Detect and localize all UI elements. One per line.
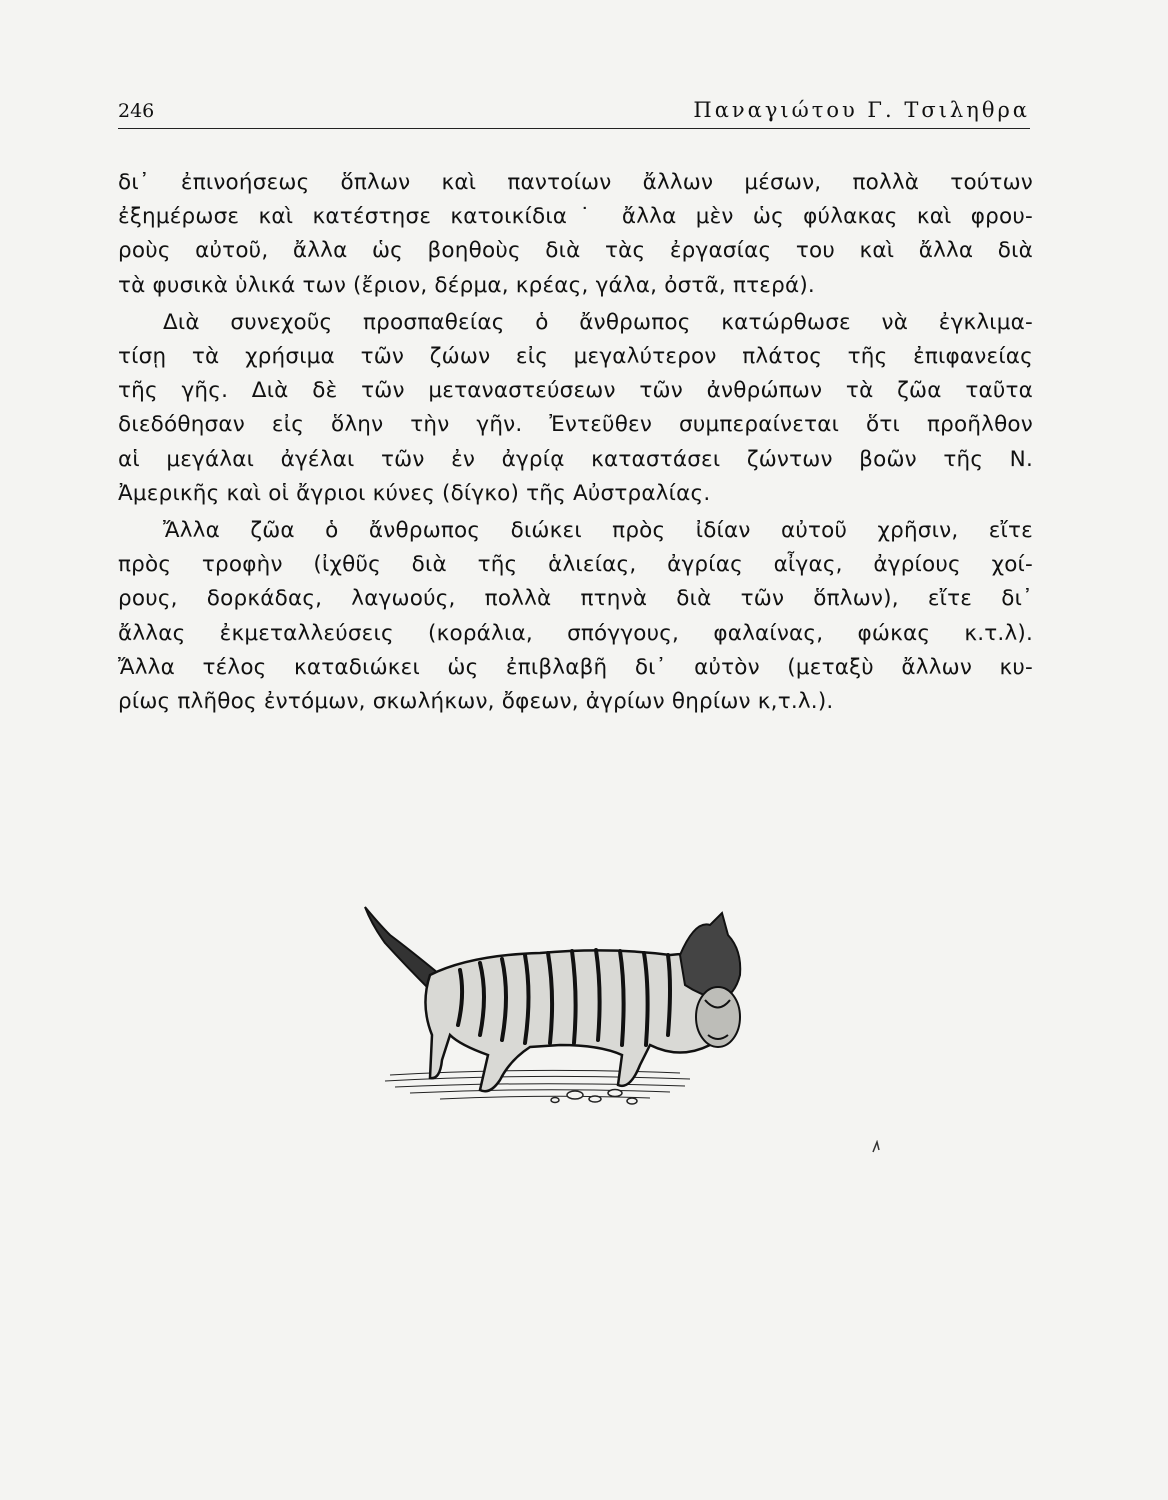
body-text xyxy=(118,166,1033,722)
text-line: Ἄλλα τέλος καταδιώκει ὡς ἐπιβλαβῆ δι᾽ αὐτὸν (μεταξὺ ἄλλων κυ- xyxy=(118,654,1033,680)
ink-speck xyxy=(870,1140,884,1154)
text-line: Ἄλλα ζῶα ὁ ἄνθρωπος διώκει πρὸς ἰδίαν αὐτοῦ χρῆσιν, εἴτε xyxy=(163,518,1033,544)
text-line: πρὸς τροφὴν (ἰχθῦς διὰ τῆς ἁλιείας, ἀγρίας αἶγας, ἀγρίους χοί- xyxy=(118,552,1033,578)
text-line: δι᾽ ἐπινοήσεως ὅπλων καὶ παντοίων ἄλλων μέσων, πολλὰ τούτων xyxy=(118,170,1033,195)
text-line: τίσῃ τὰ χρήσιμα τῶν ζώων εἰς μεγαλύτερον πλάτος τῆς ἐπιφανείας xyxy=(118,344,1033,370)
text-line: Ἀμερικῆς καὶ οἱ ἄγριοι κύνες (δίγκο) τῆς Αὐστραλίας. xyxy=(118,480,711,506)
text-line: Διὰ συνεχοῦς προσπαθείας ὁ ἄνθρωπος κατώρθωσε νὰ ἐγκλιμα- xyxy=(163,309,1033,335)
page-number: 246 xyxy=(118,100,155,122)
text-line: τὰ φυσικὰ ὑλικά των (ἔριον, δέρμα, κρέας, γάλα, ὀστᾶ, πτερά). xyxy=(118,272,815,298)
running-head: Παναγιώτου Γ. Τσιληθρα xyxy=(693,98,1030,122)
paragraph-3 xyxy=(118,514,1033,719)
text-line: ρίως πλῆθος ἐντόμων, σκωλήκων, ὄφεων, ἀγρίων θηρίων κ,τ.λ.). xyxy=(118,689,834,715)
cat-illustration xyxy=(350,895,770,1135)
cat-tail xyxy=(365,907,438,990)
text-line: ρους, δορκάδας, λαγωούς, πολλὰ πτηνὰ διὰ τῶν ὅπλων), εἴτε δι᾽ xyxy=(118,586,1033,612)
text-line: τῆς γῆς. Διὰ δὲ τῶν μεταναστεύσεων τῶν ἀνθρώπων τὰ ζῶα ταῦτα xyxy=(118,378,1033,404)
text-line: ἐξημέρωσε καὶ κατέστησε κατοικίδια˙ ἄλλα μὲν ὡς φύλακας καὶ φρου- xyxy=(118,204,1033,230)
text-line: ἄλλας ἐκμεταλλεύσεις (κοράλια, σπόγγους, φαλαίνας, φώκας κ.τ.λ). xyxy=(118,620,1033,646)
paragraph-1 xyxy=(118,166,1033,303)
text-line: διεδόθησαν εἰς ὅλην τὴν γῆν. Ἐντεῦθεν συμπεραίνεται ὅτι προῆλθον xyxy=(118,412,1033,438)
paragraph-2 xyxy=(118,306,1033,511)
text-line: αἱ μεγάλαι ἀγέλαι τῶν ἐν ἀγρίᾳ καταστάσει ζώντων βοῶν τῆς Ν. xyxy=(118,446,1033,472)
page-header xyxy=(118,98,1030,129)
text-line: ροὺς αὐτοῦ, ἄλλα ὡς βοηθοὺς διὰ τὰς ἐργασίας του καὶ ἄλλα διὰ xyxy=(118,238,1033,264)
cat-head xyxy=(680,913,740,1000)
